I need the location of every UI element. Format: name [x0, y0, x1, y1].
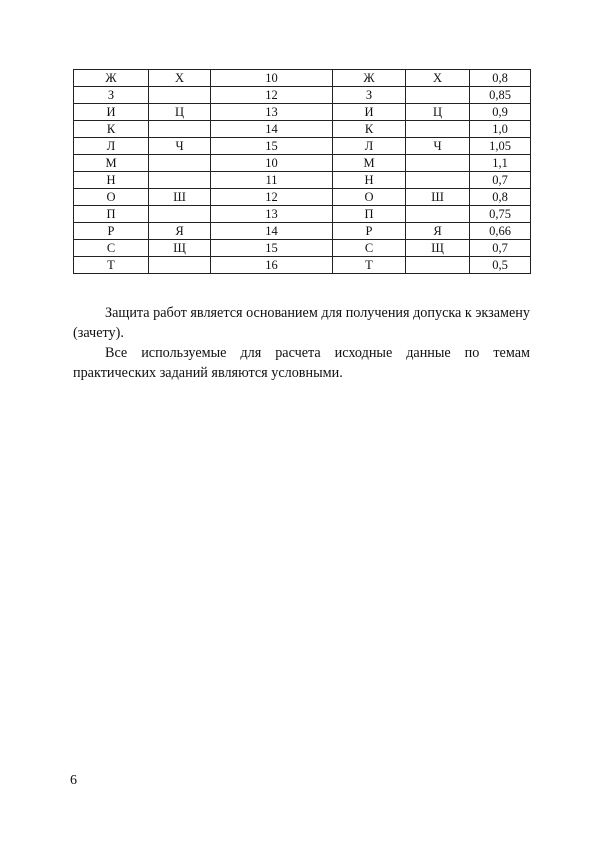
table-cell: 14: [211, 223, 333, 240]
table-cell: 0,8: [470, 189, 531, 206]
body-text: [73, 303, 530, 383]
table-cell: 15: [211, 240, 333, 257]
table-cell: 15: [211, 138, 333, 155]
table-cell: Я: [406, 223, 470, 240]
table-cell: С: [74, 240, 149, 257]
table-cell: 13: [211, 206, 333, 223]
table-cell: 1,05: [470, 138, 531, 155]
table-cell: [406, 206, 470, 223]
table-cell: [149, 257, 211, 274]
table-cell: 0,7: [470, 172, 531, 189]
table-cell: [406, 87, 470, 104]
table-cell: [149, 155, 211, 172]
table-cell: Н: [333, 172, 406, 189]
table-cell: З: [74, 87, 149, 104]
table-cell: К: [333, 121, 406, 138]
table-cell: Л: [333, 138, 406, 155]
table-cell: Щ: [406, 240, 470, 257]
table-cell: Ц: [406, 104, 470, 121]
table-cell: Ш: [149, 189, 211, 206]
table-cell: И: [333, 104, 406, 121]
table-cell: О: [333, 189, 406, 206]
table-cell: 10: [211, 70, 333, 87]
table-cell: Л: [74, 138, 149, 155]
table-cell: 0,8: [470, 70, 531, 87]
table-cell: [149, 121, 211, 138]
table-cell: [149, 172, 211, 189]
table-cell: 0,7: [470, 240, 531, 257]
table-row: [74, 189, 531, 206]
table-cell: Т: [333, 257, 406, 274]
table-cell: 1,0: [470, 121, 531, 138]
table-row: [74, 87, 531, 104]
table-cell: [406, 155, 470, 172]
table-cell: О: [74, 189, 149, 206]
table-cell: 0,66: [470, 223, 531, 240]
table-row: [74, 240, 531, 257]
table-cell: Ж: [74, 70, 149, 87]
table-row: [74, 172, 531, 189]
table-cell: М: [74, 155, 149, 172]
table-row: [74, 257, 531, 274]
table-cell: Х: [149, 70, 211, 87]
table-cell: 10: [211, 155, 333, 172]
table-cell: Ж: [333, 70, 406, 87]
table-row: [74, 223, 531, 240]
page-number: 6: [70, 773, 77, 788]
table-cell: [406, 257, 470, 274]
table-cell: 13: [211, 104, 333, 121]
table-cell: Ш: [406, 189, 470, 206]
table-cell: Ч: [406, 138, 470, 155]
table-cell: Щ: [149, 240, 211, 257]
table-cell: 16: [211, 257, 333, 274]
table-cell: Х: [406, 70, 470, 87]
table-cell: [149, 206, 211, 223]
table-cell: М: [333, 155, 406, 172]
table-cell: 12: [211, 189, 333, 206]
table-row: [74, 121, 531, 138]
paragraph-defense: Защита работ является основанием для получения допуска к экзамену (зачету).: [73, 305, 530, 341]
table-cell: П: [74, 206, 149, 223]
table-cell: [406, 172, 470, 189]
table-cell: П: [333, 206, 406, 223]
table-row: [74, 104, 531, 121]
table-cell: К: [74, 121, 149, 138]
table-cell: [149, 87, 211, 104]
table-cell: Ч: [149, 138, 211, 155]
table-cell: 1,1: [470, 155, 531, 172]
table-row: [74, 206, 531, 223]
table-row: [74, 138, 531, 155]
table-cell: И: [74, 104, 149, 121]
table-cell: Я: [149, 223, 211, 240]
table-cell: Т: [74, 257, 149, 274]
table-cell: Ц: [149, 104, 211, 121]
table-cell: З: [333, 87, 406, 104]
data-table-body: [74, 70, 531, 274]
table-row: [74, 155, 531, 172]
table-cell: Н: [74, 172, 149, 189]
table-cell: 0,75: [470, 206, 531, 223]
table-cell: 12: [211, 87, 333, 104]
table-cell: 0,9: [470, 104, 531, 121]
table-cell: С: [333, 240, 406, 257]
table-cell: 0,5: [470, 257, 531, 274]
table-cell: 14: [211, 121, 333, 138]
table-cell: Р: [333, 223, 406, 240]
paragraph-data-conditional: Все используемые для расчета исходные данные по темам практических заданий являются условными.: [73, 345, 530, 381]
data-table: [73, 69, 531, 274]
table-cell: [406, 121, 470, 138]
table-row: [74, 70, 531, 87]
table-cell: 0,85: [470, 87, 531, 104]
table-cell: Р: [74, 223, 149, 240]
table-cell: 11: [211, 172, 333, 189]
